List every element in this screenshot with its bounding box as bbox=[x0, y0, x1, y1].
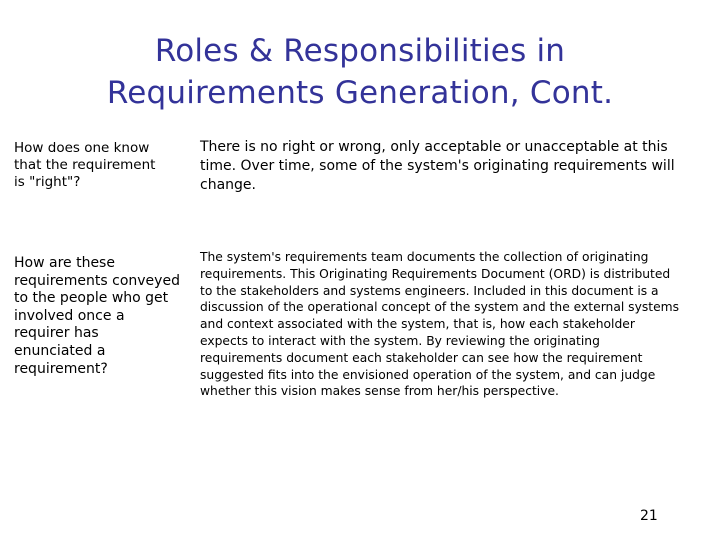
question-1-line-2: that the requirement bbox=[14, 157, 156, 173]
answer-2-line-9: whether this vision makes sense from her/his perspective. bbox=[200, 384, 559, 399]
answer-2-line-2: requirements. This Originating Requirements Document (ORD) is distributed bbox=[200, 266, 671, 281]
question-2-line-5: requirer has bbox=[14, 325, 99, 342]
answer-2-line-7: requirements document each stakeholder can see how the requirement bbox=[200, 350, 643, 365]
answer-2-line-1: The system's requirements team documents the collection of originating bbox=[200, 250, 649, 264]
question-2-line-7: requirement? bbox=[14, 360, 108, 377]
answer-1-line-1: There is no right or wrong, only acceptable or unacceptable at this bbox=[200, 139, 668, 155]
question-1-line-1: How does one know bbox=[14, 140, 150, 156]
page-number: 21 bbox=[640, 508, 658, 524]
question-2-line-2: requirements conveyed bbox=[14, 272, 180, 289]
slide-title-line-2: Requirements Generation, Cont. bbox=[106, 75, 614, 111]
answer-2-line-6: expects to interact with the system. By reviewing the originating bbox=[200, 333, 600, 348]
answer-2 bbox=[200, 249, 710, 400]
question-2-line-3: to the people who get bbox=[14, 290, 169, 307]
question-2-line-1: How are these bbox=[14, 255, 115, 271]
answer-2-line-8: suggested fits into the envisioned operation of the system, and can judge bbox=[200, 367, 656, 382]
answer-2-line-4: discussion of the operational concept of the system and the external systems bbox=[200, 300, 680, 315]
answer-1-line-2: time. Over time, some of the system's originating requirements will bbox=[200, 158, 675, 174]
question-1-line-3: is "right"? bbox=[14, 174, 81, 190]
slide-title-line-1: Roles & Responsibilities in bbox=[154, 33, 566, 69]
answer-2-line-5: and context associated with the system, that is, how each stakeholder bbox=[200, 317, 635, 332]
answer-1-line-3: change. bbox=[200, 177, 256, 193]
question-2-line-4: involved once a bbox=[14, 307, 125, 324]
slide-title bbox=[20, 30, 700, 114]
question-2 bbox=[14, 255, 192, 378]
question-1 bbox=[14, 140, 192, 191]
question-2-line-6: enunciated a bbox=[14, 342, 106, 359]
answer-2-line-3: to the stakeholders and systems engineers. Included in this document is a bbox=[200, 283, 659, 298]
answer-1 bbox=[200, 138, 710, 195]
